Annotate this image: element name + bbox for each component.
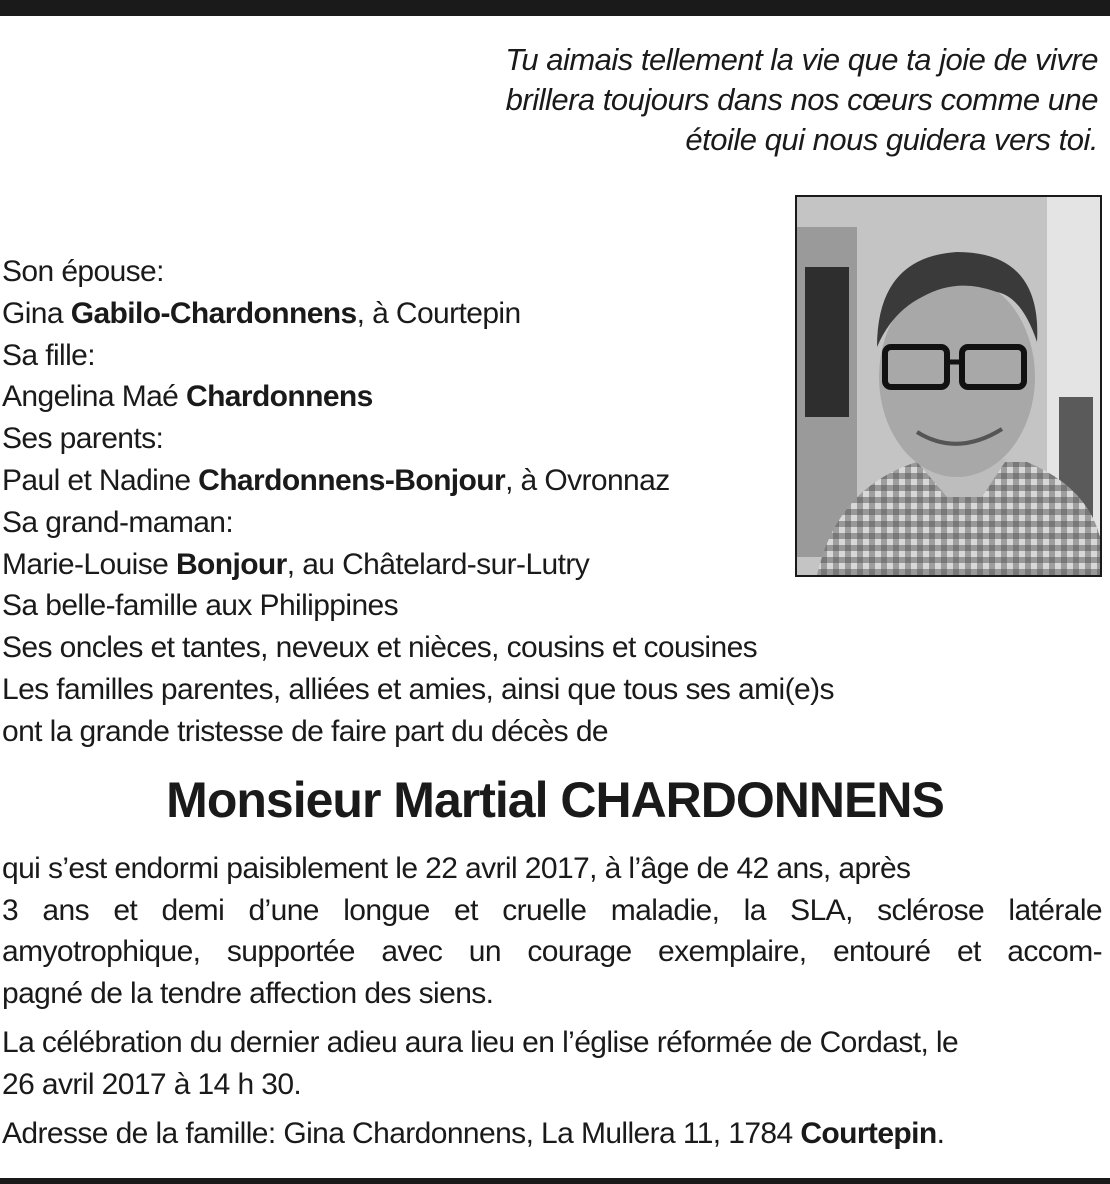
body-line: 3 ans et demi d’une longue et cruelle maladie, la SLA, sclérose latérale [2,893,1102,927]
top-rule [0,0,1110,16]
daughter-label: Sa fille: [2,338,95,372]
ceremony-line: 26 avril 2017 à 14 h 30. [2,1067,302,1101]
grandma-last-name: Bonjour [175,547,287,581]
grandma-first-name: Marie-Louise [2,547,176,581]
relatives-line: Ses oncles et tantes, neveux et nièces, cousins et cousines [2,631,758,665]
grandma-label: Sa grand-maman: [2,505,234,539]
spouse-line [2,293,902,335]
quote-line: Tu aimais tellement la vie que ta joie de vivre [505,42,1098,77]
daughter-last-name: Chardonnens [186,380,373,414]
daughter-line [2,376,902,418]
family-address [2,1113,1102,1155]
spouse-place: , à Courtepin [356,296,521,330]
obituary-body [2,848,1102,1155]
body-line: pagné de la tendre affection des siens. [2,976,494,1010]
parents-first-names: Paul et Nadine [2,463,199,497]
inlaws-line: Sa belle-famille aux Philippines [2,589,399,623]
spouse-last-name: Gabilo-Chardonnens [70,296,357,330]
parents-last-name: Chardonnens-Bonjour [198,463,506,497]
parents-line [2,460,902,502]
families-line: Les familles parentes, alliées et amies, ainsi que tous ses ami(e)s [2,672,834,706]
parents-place: , à Ovronnaz [505,463,670,497]
parents-label: Ses parents: [2,422,164,456]
spouse-label: Son épouse: [2,255,164,288]
grandma-place: , au Châtelard-sur-Lutry [286,547,590,581]
announcement-line: ont la grande tristesse de faire part du décès de [2,714,608,748]
family-list [2,251,902,753]
bottom-rule [0,1178,1110,1184]
spouse-first-name: Gina [2,296,71,330]
epigraph-quote [338,40,1098,160]
quote-line: brillera toujours dans nos cœurs comme une [505,82,1098,117]
grandma-line [2,544,902,586]
address-city: Courtepin [800,1117,937,1150]
body-line: qui s’est endormi paisiblement le 22 avril 2017, à l’âge de 42 ans, après [2,852,911,885]
deceased-name: Monsieur Martial CHARDONNENS [166,772,944,828]
address-text: Adresse de la famille: Gina Chardonnens, La Mullera 11, 1784 [2,1117,801,1150]
body-line: amyotrophique, supportée avec un courage exemplaire, entouré et accom- [2,935,1102,968]
quote-line: étoile qui nous guidera vers toi. [685,122,1098,157]
daughter-first-name: Angelina Maé [2,380,186,414]
address-end: . [936,1117,945,1150]
ceremony-line: La célébration du dernier adieu aura lieu en l’église réformée de Cordast, le [2,1026,959,1059]
